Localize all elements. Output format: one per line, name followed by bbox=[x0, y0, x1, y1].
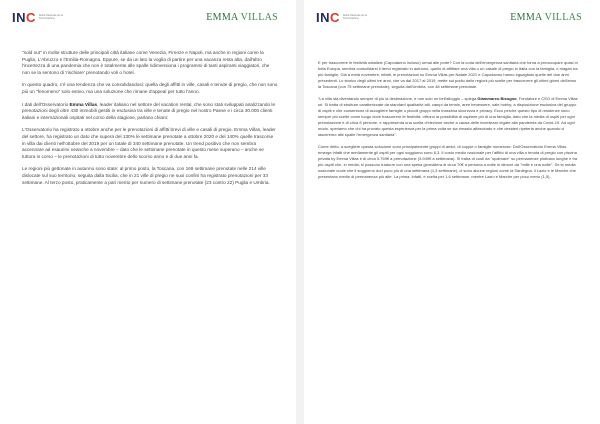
paragraph: Come detto, a scegliere questa soluzione sono principalmente gruppi di amici, di coppie o famiglie numerose: Dall'Osservatorio Emma Villas emerge infatti che mediamente gli ospiti per ogni soggiorno sono 8,3. Il costo medio nazionale per l'affitto di una villa o tenuta di pregio con piscina privata by Emma Villas è di circa 5.759€ a prenotazione (3.949€ a settimana). Si tratta di costi da "spalmare" su permanenze piuttosto lunghe e tra più ospiti che, in media, si possono tradurre con una spesa giornaliera di circa 70€ a persona a notte in dimore da "mille e una notte". Se la media nazionale vuole che il soggiorno duri poco più di una settimana (1,3 settimane), ci sono alcune regioni come la Sardegna, il Lazio e le Marche che presentano medie di permanenza più alte. La prima, infatti, è scelta per 1,6 settimane, mentre Lazio e Marche per poco meno (1,5). bbox=[318, 144, 578, 179]
inc-logo-tagline: Istituto Nazionale per la Comunicazione bbox=[38, 14, 63, 20]
page-body bbox=[318, 60, 578, 186]
emma-villas-logo: EMMA VILLAS bbox=[206, 12, 278, 23]
inc-logo bbox=[12, 10, 69, 25]
page-header bbox=[304, 8, 600, 30]
inc-logo-letters: INC bbox=[12, 10, 36, 25]
emma-villas-logo: EMMA VILLAS bbox=[510, 12, 582, 23]
quote-paragraph: "La villa sta diventando sempre di più la destinazione, e non solo un bell'alloggio – spiega Giammarco Bisogno, Fondatore e CEO di Emma Villas srl. Si tratta di strutture caratterizzate da standard qualitativi alti, campi da tennis, aree benessere, sale hobby, a disposizione esclusiva del gruppo di ospiti e che consentono di accogliere famiglie o piccoli gruppi nella massima sicurezza e privacy. Ecco perché questo tipo di residenze sono sempre più scelte come luogo dove trascorrere le festività: offrono la possibilità di ospitare più di una famiglia, dato che la media di ospiti per ogni prenotazione è di circa 8 persone, e rappresenta una scelta d'elezione anche a causa delle incertezze legate alla pandemia da Covid-19. Ad ogni modo, speriamo che chi ha provato questa esperienza per la prima volta se sia rimasto affascinato e che desideri ripeterla anche quando ci lasceremo alle spalle l'emergenza sanitaria". bbox=[318, 96, 578, 137]
right-page bbox=[304, 0, 600, 424]
inc-logo bbox=[316, 10, 373, 25]
paragraph: E per trascorrere le festività natalizie (Capodanno incluso) ormai alle porte? Con la coda dell'emergenza sanitaria che torna a preoccupare quasi in tutta Europa, sembra consolidarsi il trend registrato in autunno, quello di affittare una villa o un casale di pregio in Italia con la famiglia, o magari tra più famiglie. Già a metà novembre, infatti, le prenotazioni su Emma Villas per Natale 2021 e Capodanno hanno eguagliato quelle del due anni precedenti. Lo storico degli ultimi tre anni, che va dal 2017 al 2019, mette sul podio delle regioni più scelte per trascorrere gli ultimi giorni dell'anno la Toscana (con 75 settimane prenotate), seguita dall'Umbria, con 48 settimane prenotate. bbox=[318, 60, 578, 89]
paragraph: I dati dell'Osservatorio Emma Villas, leader italiano nel settore del vacation rental, che sono stati sviluppati analizzando le prenotazioni degli oltre 430 immobili gestiti in esclusiva tra ville e tenute di pregio nel nostro Paese e i circa 30.000 clienti italiani e internazionali ospitati nel corso della stagione, parlano chiaro: bbox=[22, 101, 276, 120]
inc-logo-tagline: Istituto Nazionale per la Comunicazione bbox=[342, 14, 367, 20]
inc-logo-letters: INC bbox=[316, 10, 340, 25]
paragraph: In questo quadro, c'è una tendenza che va consolidandosi: quella degli affitti in ville, casali e tenute di pregio, che non sono più un "fenomeno" solo estivo, ma una soluzione che rimane d'appeal per tutto l'anno. bbox=[22, 82, 278, 94]
page-body bbox=[22, 50, 278, 192]
paragraph: L'Osservatorio ha registrato a ottobre anche per le prenotazioni di affitti brevi di ville e casali di pregio. Emma Villas, leader del settore, ha registrato un dato che supera del 130% le settimane prenotate a ottobre 2020 e del 140% quelle trascorse in villa dai clienti nell'ottobre del 2019 per un totale di 340 settimane prenotate. Un trend positivo che non sembra accennare ad esaurirsi neanche a novembre – dato che le settimane prenotate in questo mese superano – anche se tuttora in corso – le prenotazioni di tutto novembre dello scorso anno e di due anni fa. bbox=[22, 127, 276, 159]
left-page bbox=[0, 0, 296, 424]
paragraph: Le regioni più gettonate in autunno sono state: al primo posto, la Toscana, con 169 settimane prenotate nelle 214 ville dislocate sul suo territorio, seguita dalla Sicilia, che in 21 ville di pregio ne suoi confini ha registrato prenotazioni per 33 settimane. Al terzo posto, praticamente a pari merito per numero di settimane prenotate (23 contro 22) Puglia e Umbria. bbox=[22, 166, 270, 185]
paragraph: "sold out" in molte strutture delle principali città italiane come Venezia, Firenze e Napoli, ma anche in regioni come la Puglia, L'Abruzzo e l'Emilia-Romagna. Eppure, se da un lato la voglia di partire per una vacanza resta alta, dall'altro l'incertezza di una pandemia che non è totalmente alle spalle ridimensiona i programmi di tanti aspiranti viaggiatori, che non se la sentono di 'rischiare' prenotando voli o hotel. bbox=[22, 50, 270, 75]
page-header bbox=[0, 8, 296, 30]
